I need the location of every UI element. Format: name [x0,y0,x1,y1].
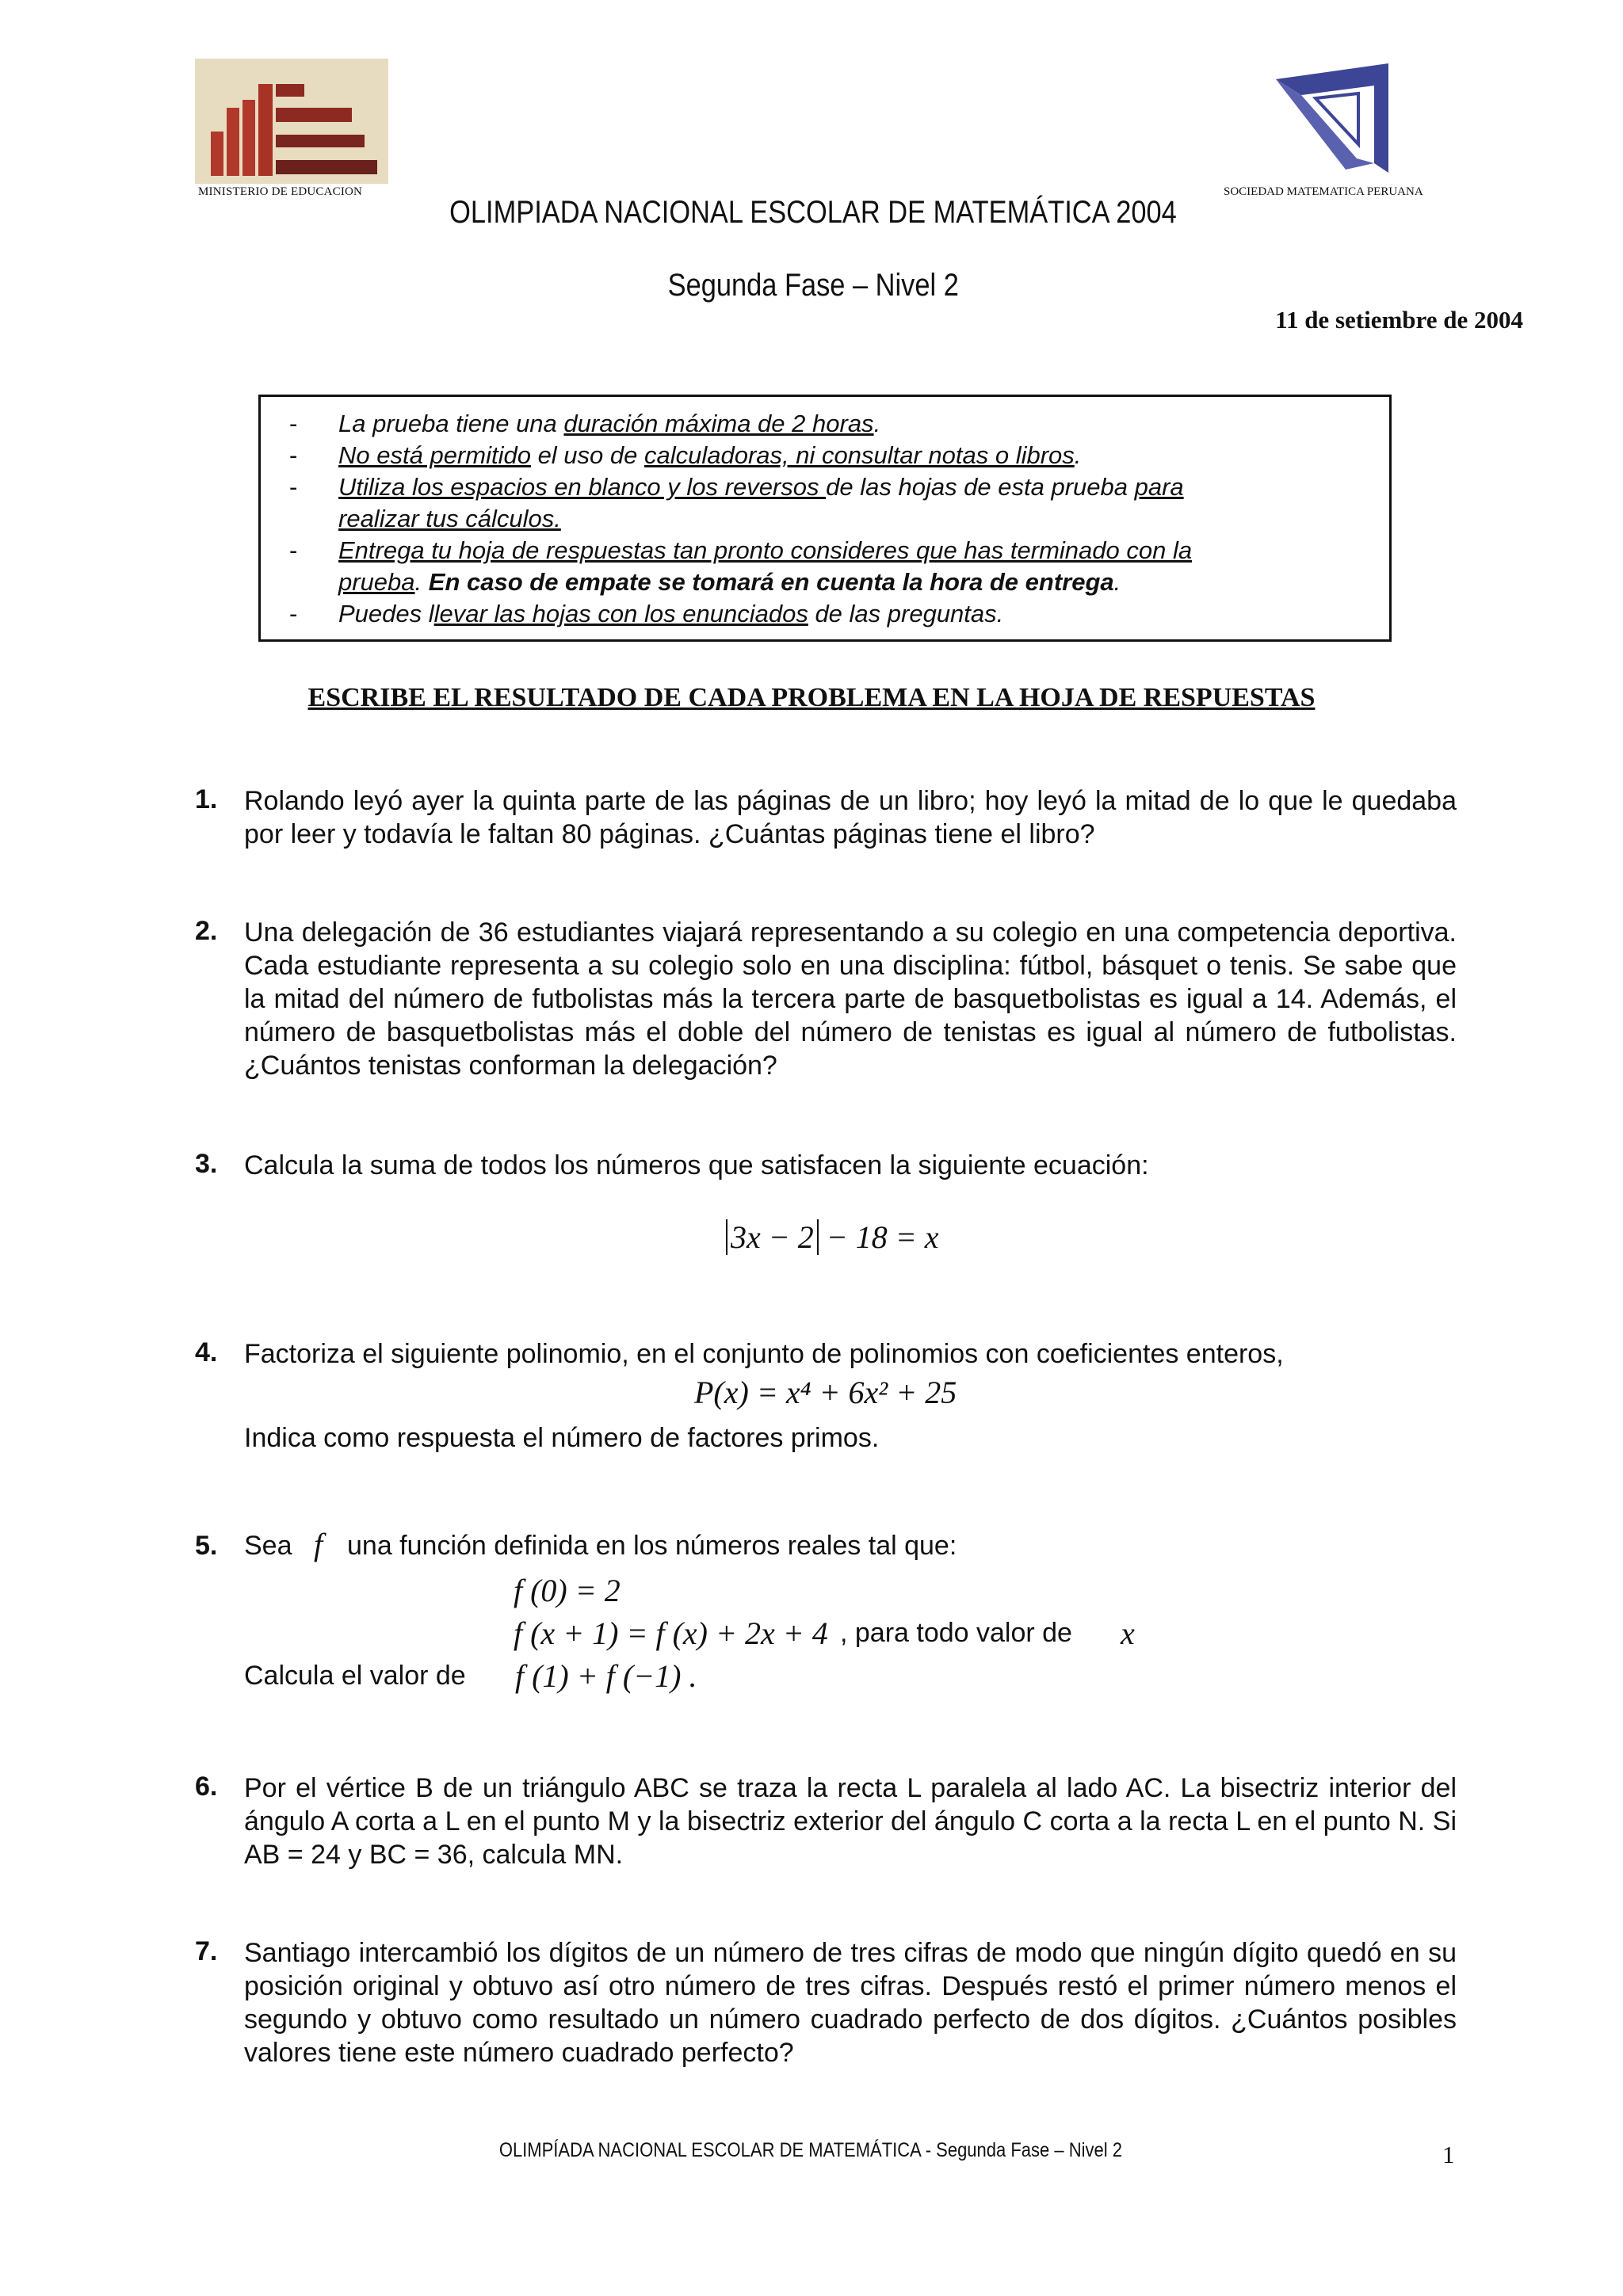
olympiad-title: OLIMPIADA NACIONAL ESCOLAR DE MATEMÁTICA 2004 [449,195,1177,230]
problem-text: Indica como respuesta el número de factores primos. [244,1423,880,1453]
equation-text: − 18 = x [818,1219,939,1255]
problem-text: Por el vértice B de un triángulo ABC se traza la recta L paralela al lado AC. La bisectriz interior del ángulo A corta a L en el punto M y la bisectriz exterior del ángulo C corta a la recta L en el punto N. Si AB = 24 y BC = 36, calcula MN. [244,1773,1457,1870]
phase-subtitle: Segunda Fase – Nivel 2 [667,268,959,303]
rule-text: calculadoras, ni consultar notas o libros [644,441,1075,469]
equation-text: 3x − 2 [731,1219,814,1255]
problem-number: 6. [195,1772,218,1802]
rule-text: de las hojas de esta prueba [826,473,1135,501]
rule-text: Puedes l [338,600,434,627]
rule-text: para [1134,473,1184,501]
rule-text: Utiliza los espacios en blanco y los reversos [338,473,827,501]
ministry-logo-graphic [195,59,388,184]
rule-text: . [1113,568,1121,596]
smp-logo [1270,62,1393,181]
problem-text: Sea [244,1531,292,1561]
rule-text: . [1074,441,1082,469]
rule-text: levar las hojas con los enunciados [433,600,808,627]
ministry-logo [195,59,388,184]
rule-text: . [414,568,429,596]
rule-text: duración máxima de 2 horas [563,410,874,437]
problem-number: 5. [195,1531,218,1561]
rule-bullet: - [289,600,298,627]
rules-box [258,395,1392,642]
page-footer: OLIMPÍADA NACIONAL ESCOLAR DE MATEMÁTICA - Segunda Fase – Nivel 2 [498,2139,1122,2161]
problem-text: Calcula el valor de [244,1661,466,1691]
rule-text: realizar tus cálculos. [338,505,561,532]
instructions-heading: ESCRIBE EL RESULTADO DE CADA PROBLEMA EN LA HOJA DE RESPUESTAS [307,683,1316,712]
problem-number: 7. [195,1936,218,1966]
function-name: f [314,1527,323,1562]
rule-text: En caso de empate se tomará en cuenta la hora de entrega [428,568,1114,596]
problem-text: Santiago intercambió los dígitos de un número de tres cifras de modo que ningún dígito quedó en su posición original y obtuvo así otro número de tres cifras. Después restó el primer número menos el segundo y obtuvo como resultado un número cuadrado perfecto de dos dígitos. ¿Cuántos posibles valores tiene este número cuadrado perfecto? [244,1938,1457,2068]
rule-text: prueba [338,568,415,596]
rule-text: el uso de [530,441,644,469]
problem-text: una función definida en los números reales tal que: [347,1531,957,1561]
rule-bullet: - [289,536,298,564]
rule-text: de las preguntas. [808,600,1004,627]
rule-text: Entrega tu hoja de respuestas tan pronto consideres que has terminado con la [338,536,1193,564]
problem-number: 3. [195,1149,218,1179]
rule-text: La prueba tiene una [338,410,564,437]
abs-bars [726,1219,819,1255]
rule-text: . [873,410,881,437]
rule-bullet: - [289,441,298,469]
rule-text: No está permitido [338,441,531,469]
problem-text: Rolando leyó ayer la quinta parte de las páginas de un libro; hoy leyó la mitad de lo que le quedaba por leer y todavía le faltan 80 páginas. ¿Cuántas páginas tiene el libro? [244,786,1457,849]
problem-number: 4. [195,1337,218,1367]
equation-abs-value [726,1219,939,1256]
problem-number: 2. [195,916,218,946]
ministry-caption: MINISTERIO DE EDUCACION [198,185,363,198]
smp-logo-graphic [1270,62,1393,181]
variable-x: x [1121,1615,1135,1651]
exam-date: 11 de setiembre de 2004 [1275,306,1523,334]
rule-bullet: - [289,473,298,501]
page-number: 1 [1442,2141,1455,2168]
smp-caption: SOCIEDAD MATEMATICA PERUANA [1224,185,1423,198]
problem-text: Factoriza el siguiente polinomio, en el conjunto de polinomios con coeficientes enteros, [244,1339,1284,1369]
function-eq1: f (0) = 2 [514,1573,621,1608]
problem-number: 1. [195,784,218,814]
function-eq3: f (1) + f (−1) . [515,1658,697,1694]
problem-text: , para todo valor de [840,1618,1072,1648]
function-eq2: f (x + 1) = f (x) + 2x + 4 [514,1615,828,1651]
problem-text: Calcula la suma de todos los números que satisfacen la siguiente ecuación: [244,1150,1149,1180]
problem-text: Una delegación de 36 estudiantes viajará representando a su colegio en una competencia deportiva. Cada estudiante representa a su colegio solo en una disciplina: fútbol, básquet o tenis. Se sabe que la mitad del número de futbolistas más la tercera parte de basquetbolistas es igual a 14. Además, el número de basquetbolistas más el doble del número de tenistas es igual al número de futbolistas. ¿Cuántos tenistas conforman la delegación? [244,917,1457,1081]
polynomial-equation: P(x) = x⁴ + 6x² + 25 [694,1375,957,1410]
rule-bullet: - [289,410,298,437]
